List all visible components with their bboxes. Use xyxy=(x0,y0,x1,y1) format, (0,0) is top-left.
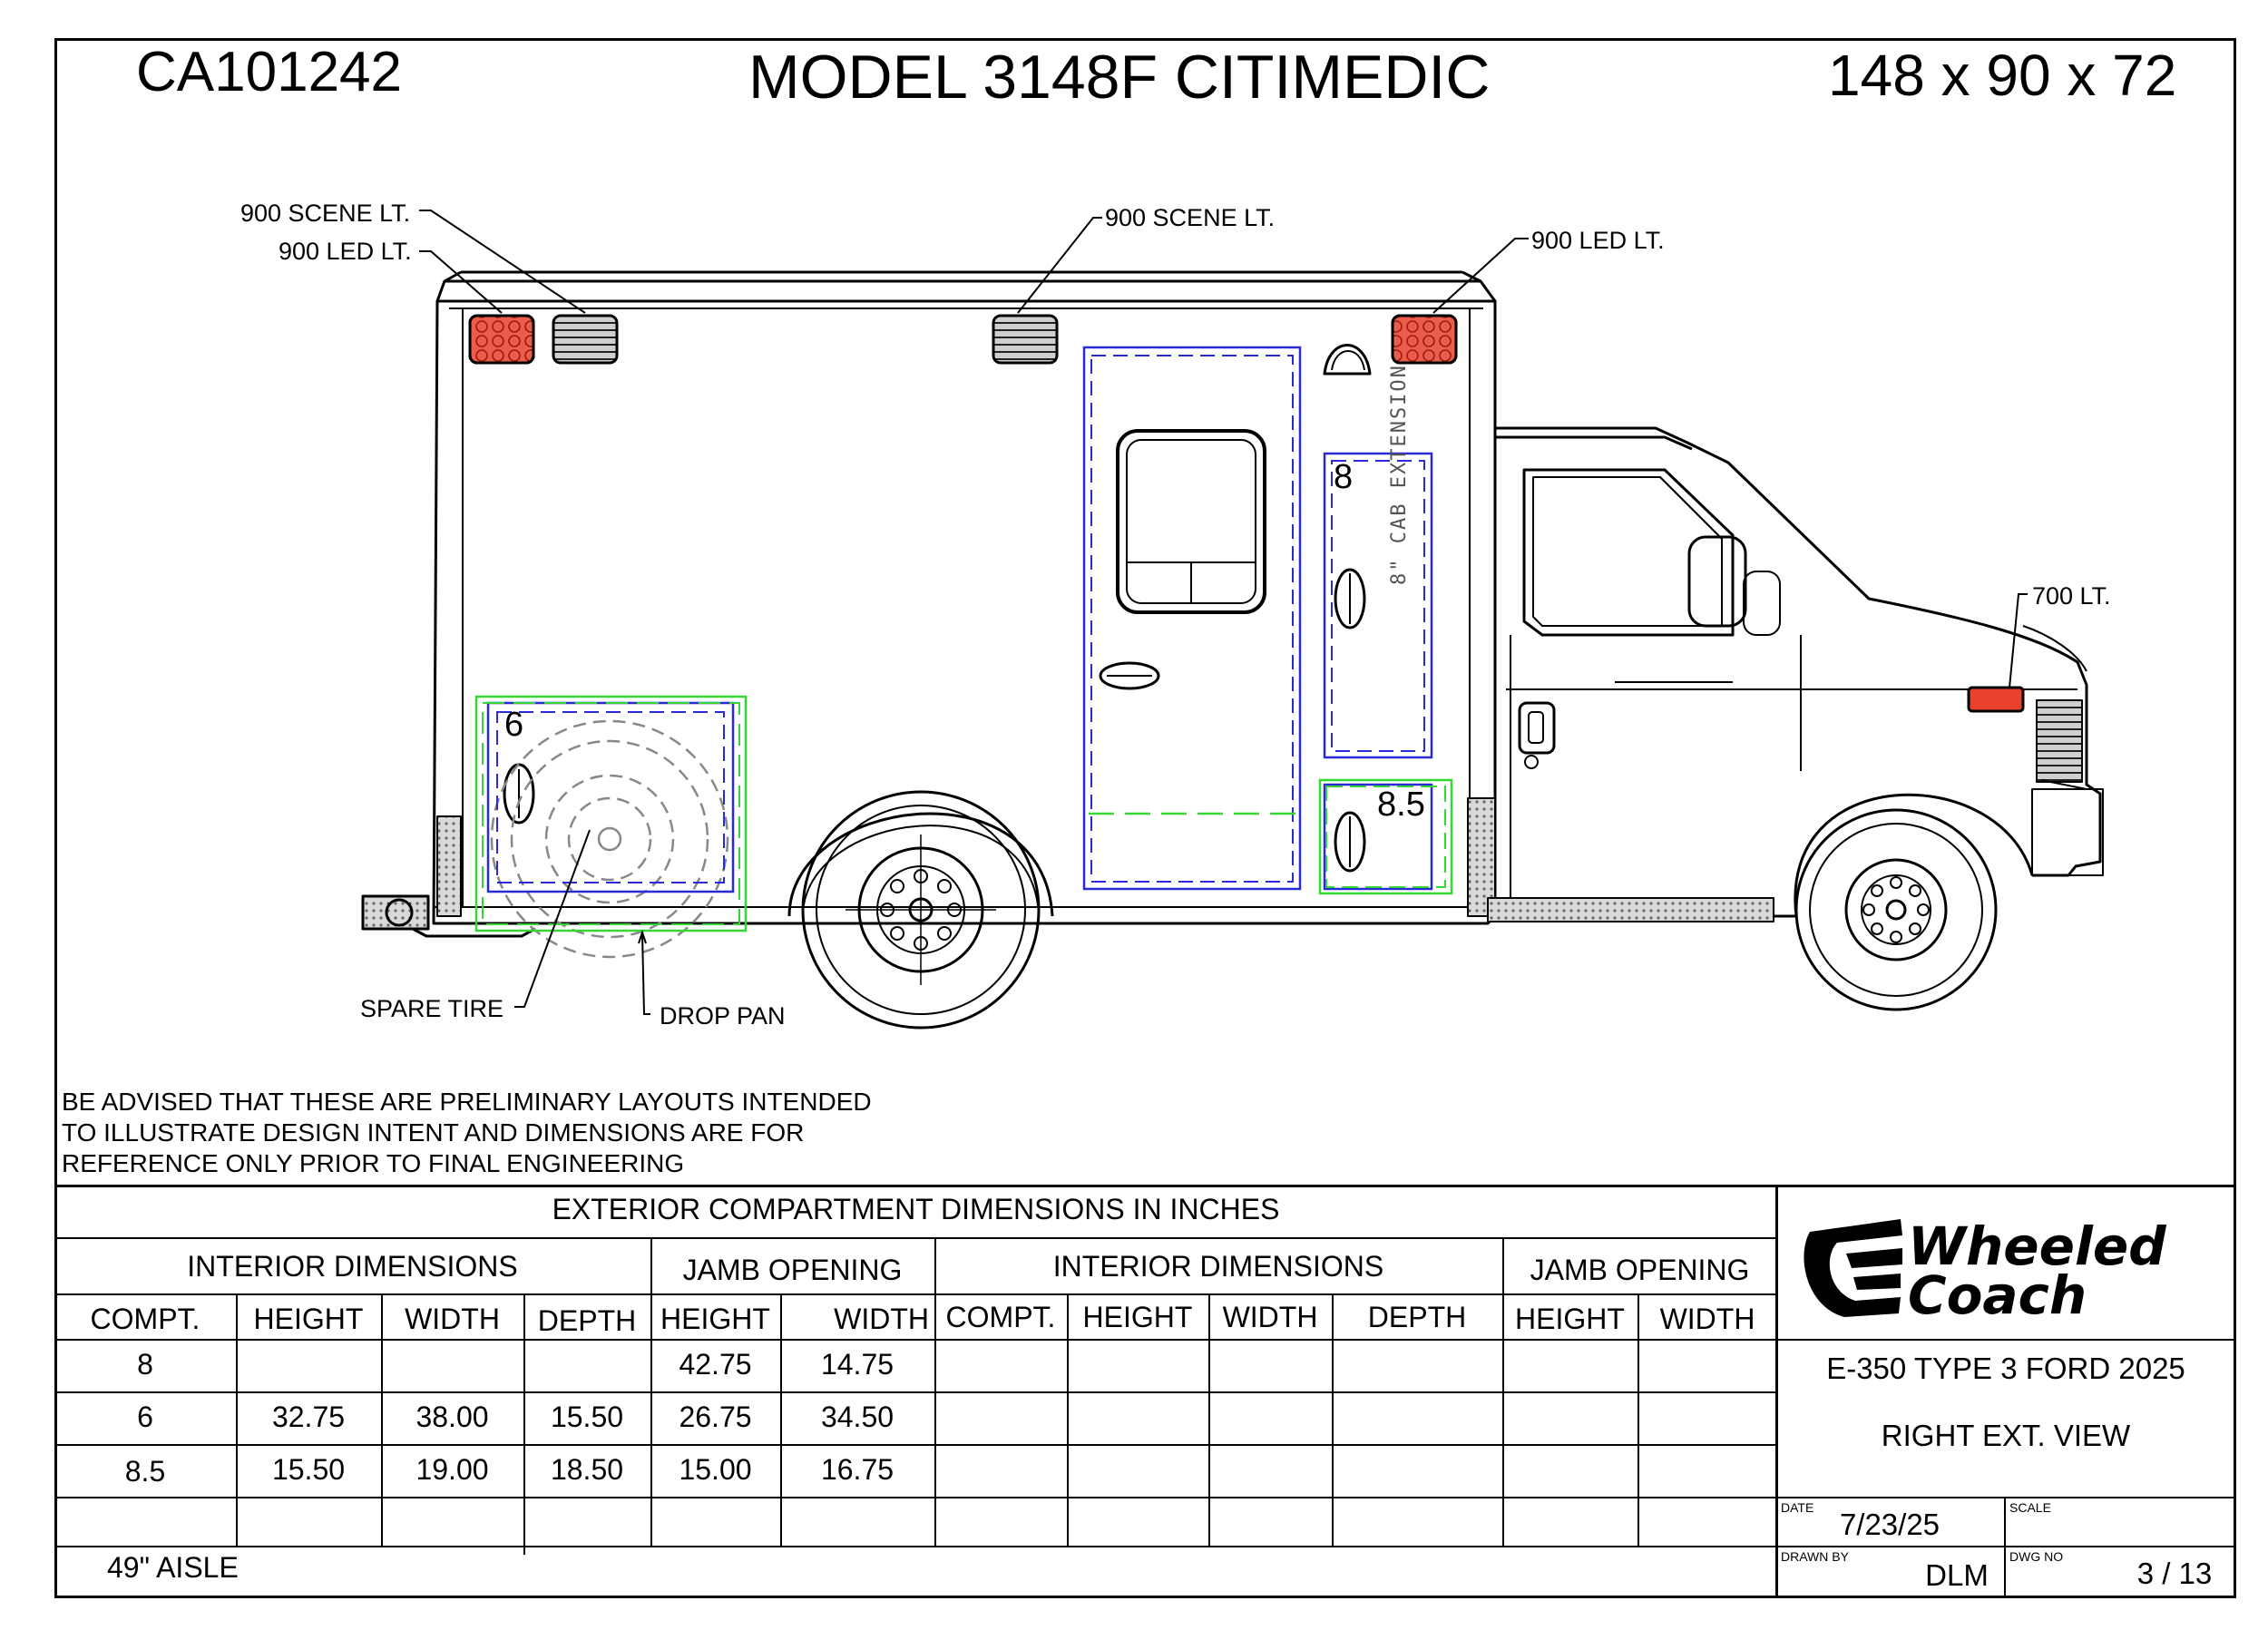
column-header: COMPT. xyxy=(90,1303,200,1335)
drawn-by-label: DRAWN BY xyxy=(1781,1549,1849,1564)
callout-marker-light: 700 LT. xyxy=(2032,582,2111,610)
table-cell: 34.50 xyxy=(820,1401,894,1433)
marker-light xyxy=(1969,688,2023,711)
compartment-dimensions-table xyxy=(54,1185,1777,1598)
column-header: WIDTH xyxy=(405,1303,500,1335)
callout-spare-tire: SPARE TIRE xyxy=(360,995,504,1022)
scene-light-center xyxy=(993,316,1057,363)
group-header: JAMB OPENING xyxy=(1530,1254,1750,1286)
table-cell: 42.75 xyxy=(679,1348,752,1381)
dwg-no-value: 3 / 13 xyxy=(2136,1557,2213,1590)
model-title: MODEL 3148F CITIMEDIC xyxy=(748,43,1491,112)
brand-line1: Wheeled xyxy=(1908,1215,2166,1277)
table-cell: 15.50 xyxy=(550,1401,624,1433)
side-door xyxy=(1100,431,1265,688)
callout-led-light-right: 900 LED LT. xyxy=(1531,227,1665,254)
callout-led-light-left: 900 LED LT. xyxy=(279,238,412,265)
box-dimensions: 148 x 90 x 72 xyxy=(1828,43,2177,108)
compartment-6-label: 6 xyxy=(504,706,524,744)
table-cell: 32.75 xyxy=(271,1401,346,1433)
drawing-id: CA101242 xyxy=(136,41,403,103)
dwg-no-label: DWG NO xyxy=(2009,1549,2064,1564)
date-value: 7/23/25 xyxy=(1839,1508,1941,1541)
cab-extension-label: 8" CAB EXTENSION xyxy=(1388,364,1411,585)
spare-tire xyxy=(492,721,728,957)
disclaimer-line: TO ILLUSTRATE DESIGN INTENT AND DIMENSIONS ARE FOR xyxy=(62,1118,805,1147)
table-cell: 18.50 xyxy=(550,1453,624,1486)
column-header: DEPTH xyxy=(1367,1301,1467,1333)
front-wheel xyxy=(1796,810,1996,1010)
table-title: EXTERIOR COMPARTMENT DIMENSIONS IN INCHES xyxy=(552,1193,1280,1225)
compartment-8-5-label: 8.5 xyxy=(1377,786,1425,824)
column-header: HEIGHT xyxy=(1082,1301,1193,1333)
column-header: WIDTH xyxy=(834,1303,929,1335)
disclaimer-line: BE ADVISED THAT THESE ARE PRELIMINARY LAYOUTS INTENDED xyxy=(62,1088,872,1116)
led-light-right xyxy=(1393,316,1456,363)
disclaimer-line: REFERENCE ONLY PRIOR TO FINAL ENGINEERING xyxy=(62,1149,685,1177)
column-header: HEIGHT xyxy=(253,1303,364,1335)
table-cell: 26.75 xyxy=(679,1401,752,1433)
chassis-description: E-350 TYPE 3 FORD 2025 xyxy=(1826,1352,2185,1385)
table-cell: 8.5 xyxy=(124,1455,166,1488)
disclaimer-note xyxy=(62,1087,872,1179)
side-door-outline xyxy=(1084,347,1300,889)
group-header: JAMB OPENING xyxy=(682,1254,903,1286)
scale-label: SCALE xyxy=(2009,1500,2051,1515)
column-header: WIDTH xyxy=(1222,1301,1318,1333)
column-header: WIDTH xyxy=(1659,1303,1755,1335)
wheeled-coach-logo xyxy=(1801,1212,2218,1321)
table-cell: 15.50 xyxy=(271,1453,346,1486)
group-header: INTERIOR DIMENSIONS xyxy=(187,1250,518,1283)
rear-wheel xyxy=(803,792,1039,1028)
title-block xyxy=(1775,1185,2236,1598)
brand-line2: Coach xyxy=(1908,1264,2087,1321)
compartment-8-label: 8 xyxy=(1334,458,1354,496)
aisle-note: 49" AISLE xyxy=(107,1551,239,1584)
column-header: DEPTH xyxy=(537,1304,637,1337)
view-description: RIGHT EXT. VIEW xyxy=(1881,1419,2131,1452)
scene-light-left xyxy=(553,316,617,363)
callout-scene-light-center: 900 SCENE LT. xyxy=(1105,204,1276,231)
table-cell: 38.00 xyxy=(415,1401,489,1433)
compartment-6-outline xyxy=(488,703,733,892)
table-cell: 8 xyxy=(137,1348,153,1381)
date-label: DATE xyxy=(1781,1500,1814,1515)
drawn-by-value: DLM xyxy=(1925,1558,1989,1592)
callout-drop-pan: DROP PAN xyxy=(660,1002,786,1030)
group-header: INTERIOR DIMENSIONS xyxy=(1052,1250,1384,1283)
column-header: HEIGHT xyxy=(660,1303,770,1335)
table-cell: 14.75 xyxy=(820,1348,894,1381)
table-cell: 19.00 xyxy=(415,1453,489,1486)
table-cell: 6 xyxy=(137,1401,153,1433)
table-cell: 16.75 xyxy=(820,1453,894,1486)
callout-scene-light-left: 900 SCENE LT. xyxy=(240,200,411,227)
column-header: COMPT. xyxy=(945,1301,1056,1333)
compartment-8-outline xyxy=(1325,454,1432,757)
column-header: HEIGHT xyxy=(1515,1303,1625,1335)
table-cell: 15.00 xyxy=(679,1453,752,1486)
